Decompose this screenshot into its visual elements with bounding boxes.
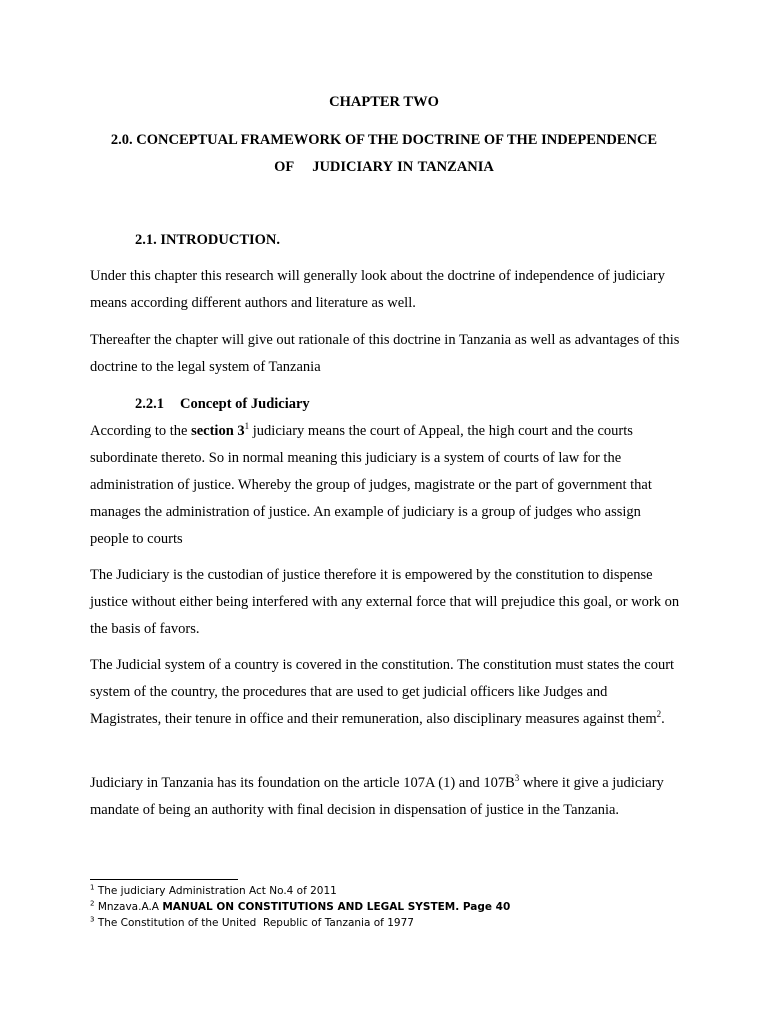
footnote-2 xyxy=(90,899,690,915)
footnote-text: The Constitution of the United Republic of Tanzania of 1977 xyxy=(97,917,414,929)
paragraph-intro: Under this chapter this research will generally look about the doctrine of independence of judiciary means according different authors and literature as well. xyxy=(90,268,665,311)
paragraph-section-3 xyxy=(90,418,680,553)
footnote-ref-2[interactable]: 2 xyxy=(656,709,662,720)
footnote-separator xyxy=(90,879,238,880)
footnotes xyxy=(90,883,690,931)
main-title-line-1: 2.0. CONCEPTUAL FRAMEWORK OF THE DOCTRINE OF THE INDEPENDENCE xyxy=(110,132,658,148)
paragraph-text: judiciary means the court of Appeal, the high court and the courts subordinate thereto. So in normal meaning this judiciary is a system of courts of law for the administration of justice. Whereby the group of judges, magistrate or the part of government that manages the administration of justice. An example of judiciary is a group of judges who assign people to courts xyxy=(90,423,652,547)
paragraph-thereafter: Thereafter the chapter will give out rationale of this doctrine in Tanzania as well as advantages of this doctrine to the legal system of Tanzania xyxy=(90,332,680,375)
footnote-1 xyxy=(90,883,690,899)
main-title-line-2: OF JUDICIARY IN TANZANIA xyxy=(274,159,494,175)
footnote-number: 2 xyxy=(90,899,95,908)
concept-of-judiciary-heading xyxy=(135,394,310,414)
main-title xyxy=(90,127,678,181)
introduction-heading: 2.1. INTRODUCTION. xyxy=(135,232,281,248)
section-3-reference: section 3 xyxy=(191,423,245,439)
paragraph-custodian: The Judiciary is the custodian of justice therefore it is empowered by the constitution to dispense justice without either being interfered with any external force that will prejudice this goal, or work on the basis of favors. xyxy=(90,567,680,637)
footnote-ref-1[interactable]: 1 xyxy=(244,421,250,432)
footnote-3 xyxy=(90,915,690,931)
chapter-title: CHAPTER TWO xyxy=(329,94,439,110)
footnote-number: 1 xyxy=(90,883,95,892)
paragraph-text: Judiciary in Tanzania has its foundation on the article 107A (1) and 107B xyxy=(90,775,515,791)
paragraph-tanzania-foundation xyxy=(90,770,680,824)
footnote-text: Mnzava.A.A xyxy=(97,901,163,913)
paragraph-text: . xyxy=(661,711,665,727)
footnote-text: The judiciary Administration Act No.4 of 2011 xyxy=(97,885,337,897)
paragraph-text: According to the xyxy=(90,423,192,439)
footnote-number: 3 xyxy=(90,915,95,924)
subheading-title: Concept of Judiciary xyxy=(180,396,310,412)
paragraph-text: The Judicial system of a country is covered in the constitution. The constitution must states the court system of the country, the procedures that are used to get judicial officers like Judges and Magistrates, their tenure in office and their remuneration, also disciplinary measures against them xyxy=(90,657,675,727)
paragraph-text: where it give a judiciary mandate of being an authority with final decision in dispensation of justice in the Tanzania. xyxy=(90,775,664,818)
footnote-title-bold: MANUAL ON CONSTITUTIONS AND LEGAL SYSTEM. Page 40 xyxy=(162,901,511,913)
subheading-number: 2.2.1 xyxy=(135,396,164,412)
footnote-ref-3[interactable]: 3 xyxy=(514,773,520,784)
paragraph-judicial-system xyxy=(90,652,680,733)
